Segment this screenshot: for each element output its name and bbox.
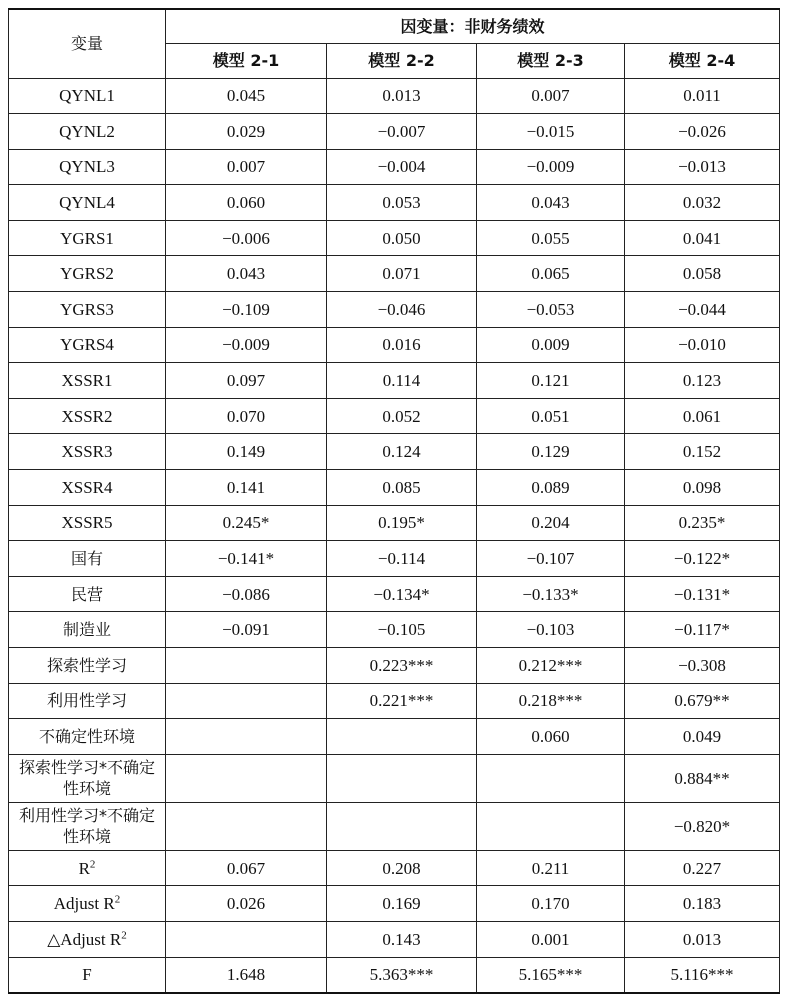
cell-value: 0.061 <box>625 398 780 434</box>
cell-value: 0.097 <box>166 363 327 399</box>
cell-value: 0.124 <box>327 434 477 470</box>
row-label: 国有 <box>9 541 166 577</box>
cell-value: 0.045 <box>166 78 327 114</box>
cell-value: −0.114 <box>327 541 477 577</box>
table-row <box>9 505 780 541</box>
header-row-1 <box>9 9 780 43</box>
cell-value: −0.117* <box>625 612 780 648</box>
cell-value: 0.043 <box>166 256 327 292</box>
table-row <box>9 185 780 221</box>
table-row <box>9 114 780 150</box>
cell-value: −0.105 <box>327 612 477 648</box>
table-row <box>9 398 780 434</box>
cell-value: −0.086 <box>166 576 327 612</box>
cell-value: 0.043 <box>477 185 625 221</box>
table-row <box>9 541 780 577</box>
cell-value: 0.152 <box>625 434 780 470</box>
cell-value: 0.053 <box>327 185 477 221</box>
cell-value: −0.107 <box>477 541 625 577</box>
cell-value: −0.053 <box>477 292 625 328</box>
cell-value: −0.141* <box>166 541 327 577</box>
row-label: 利用性学习*不确定性环境 <box>9 802 166 850</box>
table-row <box>9 327 780 363</box>
cell-value: −0.006 <box>166 220 327 256</box>
cell-value: 0.218*** <box>477 683 625 719</box>
row-label: QYNL2 <box>9 114 166 150</box>
stat-row-f <box>9 957 780 993</box>
cell-value: 0.009 <box>477 327 625 363</box>
model-header: 模型 2-1 <box>166 43 327 78</box>
row-label: YGRS3 <box>9 292 166 328</box>
cell-value: 0.183 <box>625 886 780 922</box>
model-header: 模型 2-4 <box>625 43 780 78</box>
cell-value <box>327 719 477 755</box>
cell-value: 0.026 <box>166 886 327 922</box>
cell-value <box>327 802 477 850</box>
table-row <box>9 802 780 850</box>
cell-value: 0.208 <box>327 850 477 886</box>
cell-value: 0.013 <box>625 921 780 957</box>
cell-value: 0.114 <box>327 363 477 399</box>
cell-value <box>166 754 327 802</box>
cell-value: −0.820* <box>625 802 780 850</box>
cell-value: −0.004 <box>327 149 477 185</box>
cell-value: 0.204 <box>477 505 625 541</box>
cell-value <box>166 802 327 850</box>
stat-label-adjust-r2: Adjust $R^2$ <box>9 886 166 922</box>
cell-value: 0.016 <box>327 327 477 363</box>
regression-table <box>8 8 780 994</box>
row-label: 制造业 <box>9 612 166 648</box>
cell-value: 0.029 <box>166 114 327 150</box>
row-label: 探索性学习 <box>9 648 166 684</box>
cell-value: 0.884** <box>625 754 780 802</box>
cell-value: −0.009 <box>477 149 625 185</box>
cell-value: −0.122* <box>625 541 780 577</box>
cell-value: 0.011 <box>625 78 780 114</box>
stat-row-r2 <box>9 850 780 886</box>
cell-value: 0.212*** <box>477 648 625 684</box>
cell-value <box>477 754 625 802</box>
cell-value: 0.013 <box>327 78 477 114</box>
row-label: 探索性学习*不确定性环境 <box>9 754 166 802</box>
row-label: QYNL4 <box>9 185 166 221</box>
table-row <box>9 220 780 256</box>
cell-value: 0.245* <box>166 505 327 541</box>
cell-value: 0.195* <box>327 505 477 541</box>
row-label: 民营 <box>9 576 166 612</box>
cell-value <box>166 921 327 957</box>
cell-value: −0.010 <box>625 327 780 363</box>
row-label: XSSR5 <box>9 505 166 541</box>
cell-value: 0.041 <box>625 220 780 256</box>
cell-value: 0.169 <box>327 886 477 922</box>
row-label: 利用性学习 <box>9 683 166 719</box>
row-label: QYNL3 <box>9 149 166 185</box>
row-label: XSSR3 <box>9 434 166 470</box>
dependent-variable-header: 因变量：非财务绩效 <box>166 9 780 43</box>
cell-value: −0.046 <box>327 292 477 328</box>
cell-value: 0.123 <box>625 363 780 399</box>
cell-value: 0.143 <box>327 921 477 957</box>
cell-value <box>166 683 327 719</box>
regression-table-container <box>8 8 779 994</box>
cell-value: 0.129 <box>477 434 625 470</box>
row-label: YGRS2 <box>9 256 166 292</box>
cell-value: −0.133* <box>477 576 625 612</box>
cell-value: 0.007 <box>166 149 327 185</box>
cell-value: −0.026 <box>625 114 780 150</box>
cell-value: 0.050 <box>327 220 477 256</box>
table-row <box>9 648 780 684</box>
cell-value: 0.149 <box>166 434 327 470</box>
cell-value: 0.227 <box>625 850 780 886</box>
cell-value: 0.211 <box>477 850 625 886</box>
cell-value <box>166 648 327 684</box>
table-row <box>9 256 780 292</box>
cell-value: 0.032 <box>625 185 780 221</box>
table-row <box>9 754 780 802</box>
cell-value: 0.071 <box>327 256 477 292</box>
model-header: 模型 2-3 <box>477 43 625 78</box>
cell-value: −0.131* <box>625 576 780 612</box>
row-label: XSSR4 <box>9 470 166 506</box>
cell-value: 0.058 <box>625 256 780 292</box>
stat-label-r2: $R^2$ <box>9 850 166 886</box>
cell-value: −0.009 <box>166 327 327 363</box>
cell-value: 0.070 <box>166 398 327 434</box>
cell-value: 0.098 <box>625 470 780 506</box>
variable-column-header: 变量 <box>9 9 166 78</box>
cell-value: 0.065 <box>477 256 625 292</box>
row-label: QYNL1 <box>9 78 166 114</box>
cell-value: 0.060 <box>166 185 327 221</box>
cell-value: −0.015 <box>477 114 625 150</box>
stat-label-f: F <box>9 957 166 993</box>
cell-value: 5.116*** <box>625 957 780 993</box>
table-row <box>9 292 780 328</box>
cell-value: 0.170 <box>477 886 625 922</box>
table-row <box>9 363 780 399</box>
cell-value: 0.089 <box>477 470 625 506</box>
cell-value: −0.134* <box>327 576 477 612</box>
table-row <box>9 683 780 719</box>
table-body <box>9 78 780 993</box>
stat-row-delta-adjust-r2 <box>9 921 780 957</box>
model-header: 模型 2-2 <box>327 43 477 78</box>
stat-label-delta-adjust-r2: △Adjust $R^2$ <box>9 921 166 957</box>
row-label: XSSR1 <box>9 363 166 399</box>
row-label: YGRS1 <box>9 220 166 256</box>
row-label: XSSR2 <box>9 398 166 434</box>
table-header <box>9 9 780 78</box>
table-row <box>9 576 780 612</box>
cell-value: 0.067 <box>166 850 327 886</box>
cell-value: 0.007 <box>477 78 625 114</box>
cell-value: 0.001 <box>477 921 625 957</box>
cell-value <box>477 802 625 850</box>
table-row <box>9 719 780 755</box>
stat-row-adjust-r2 <box>9 886 780 922</box>
cell-value: 0.060 <box>477 719 625 755</box>
cell-value <box>166 719 327 755</box>
table-row <box>9 612 780 648</box>
cell-value: −0.044 <box>625 292 780 328</box>
cell-value: −0.007 <box>327 114 477 150</box>
cell-value: 0.141 <box>166 470 327 506</box>
cell-value: 0.049 <box>625 719 780 755</box>
cell-value: 0.221*** <box>327 683 477 719</box>
row-label: YGRS4 <box>9 327 166 363</box>
cell-value: 0.223*** <box>327 648 477 684</box>
table-row <box>9 470 780 506</box>
cell-value: 0.235* <box>625 505 780 541</box>
cell-value: 0.085 <box>327 470 477 506</box>
table-row <box>9 78 780 114</box>
cell-value: 5.165*** <box>477 957 625 993</box>
cell-value <box>327 754 477 802</box>
cell-value: −0.091 <box>166 612 327 648</box>
cell-value: −0.013 <box>625 149 780 185</box>
cell-value: 0.121 <box>477 363 625 399</box>
row-label: 不确定性环境 <box>9 719 166 755</box>
cell-value: −0.103 <box>477 612 625 648</box>
cell-value: 5.363*** <box>327 957 477 993</box>
cell-value: 0.051 <box>477 398 625 434</box>
cell-value: 1.648 <box>166 957 327 993</box>
table-row <box>9 434 780 470</box>
table-row <box>9 149 780 185</box>
cell-value: −0.109 <box>166 292 327 328</box>
cell-value: 0.052 <box>327 398 477 434</box>
cell-value: −0.308 <box>625 648 780 684</box>
cell-value: 0.679** <box>625 683 780 719</box>
cell-value: 0.055 <box>477 220 625 256</box>
